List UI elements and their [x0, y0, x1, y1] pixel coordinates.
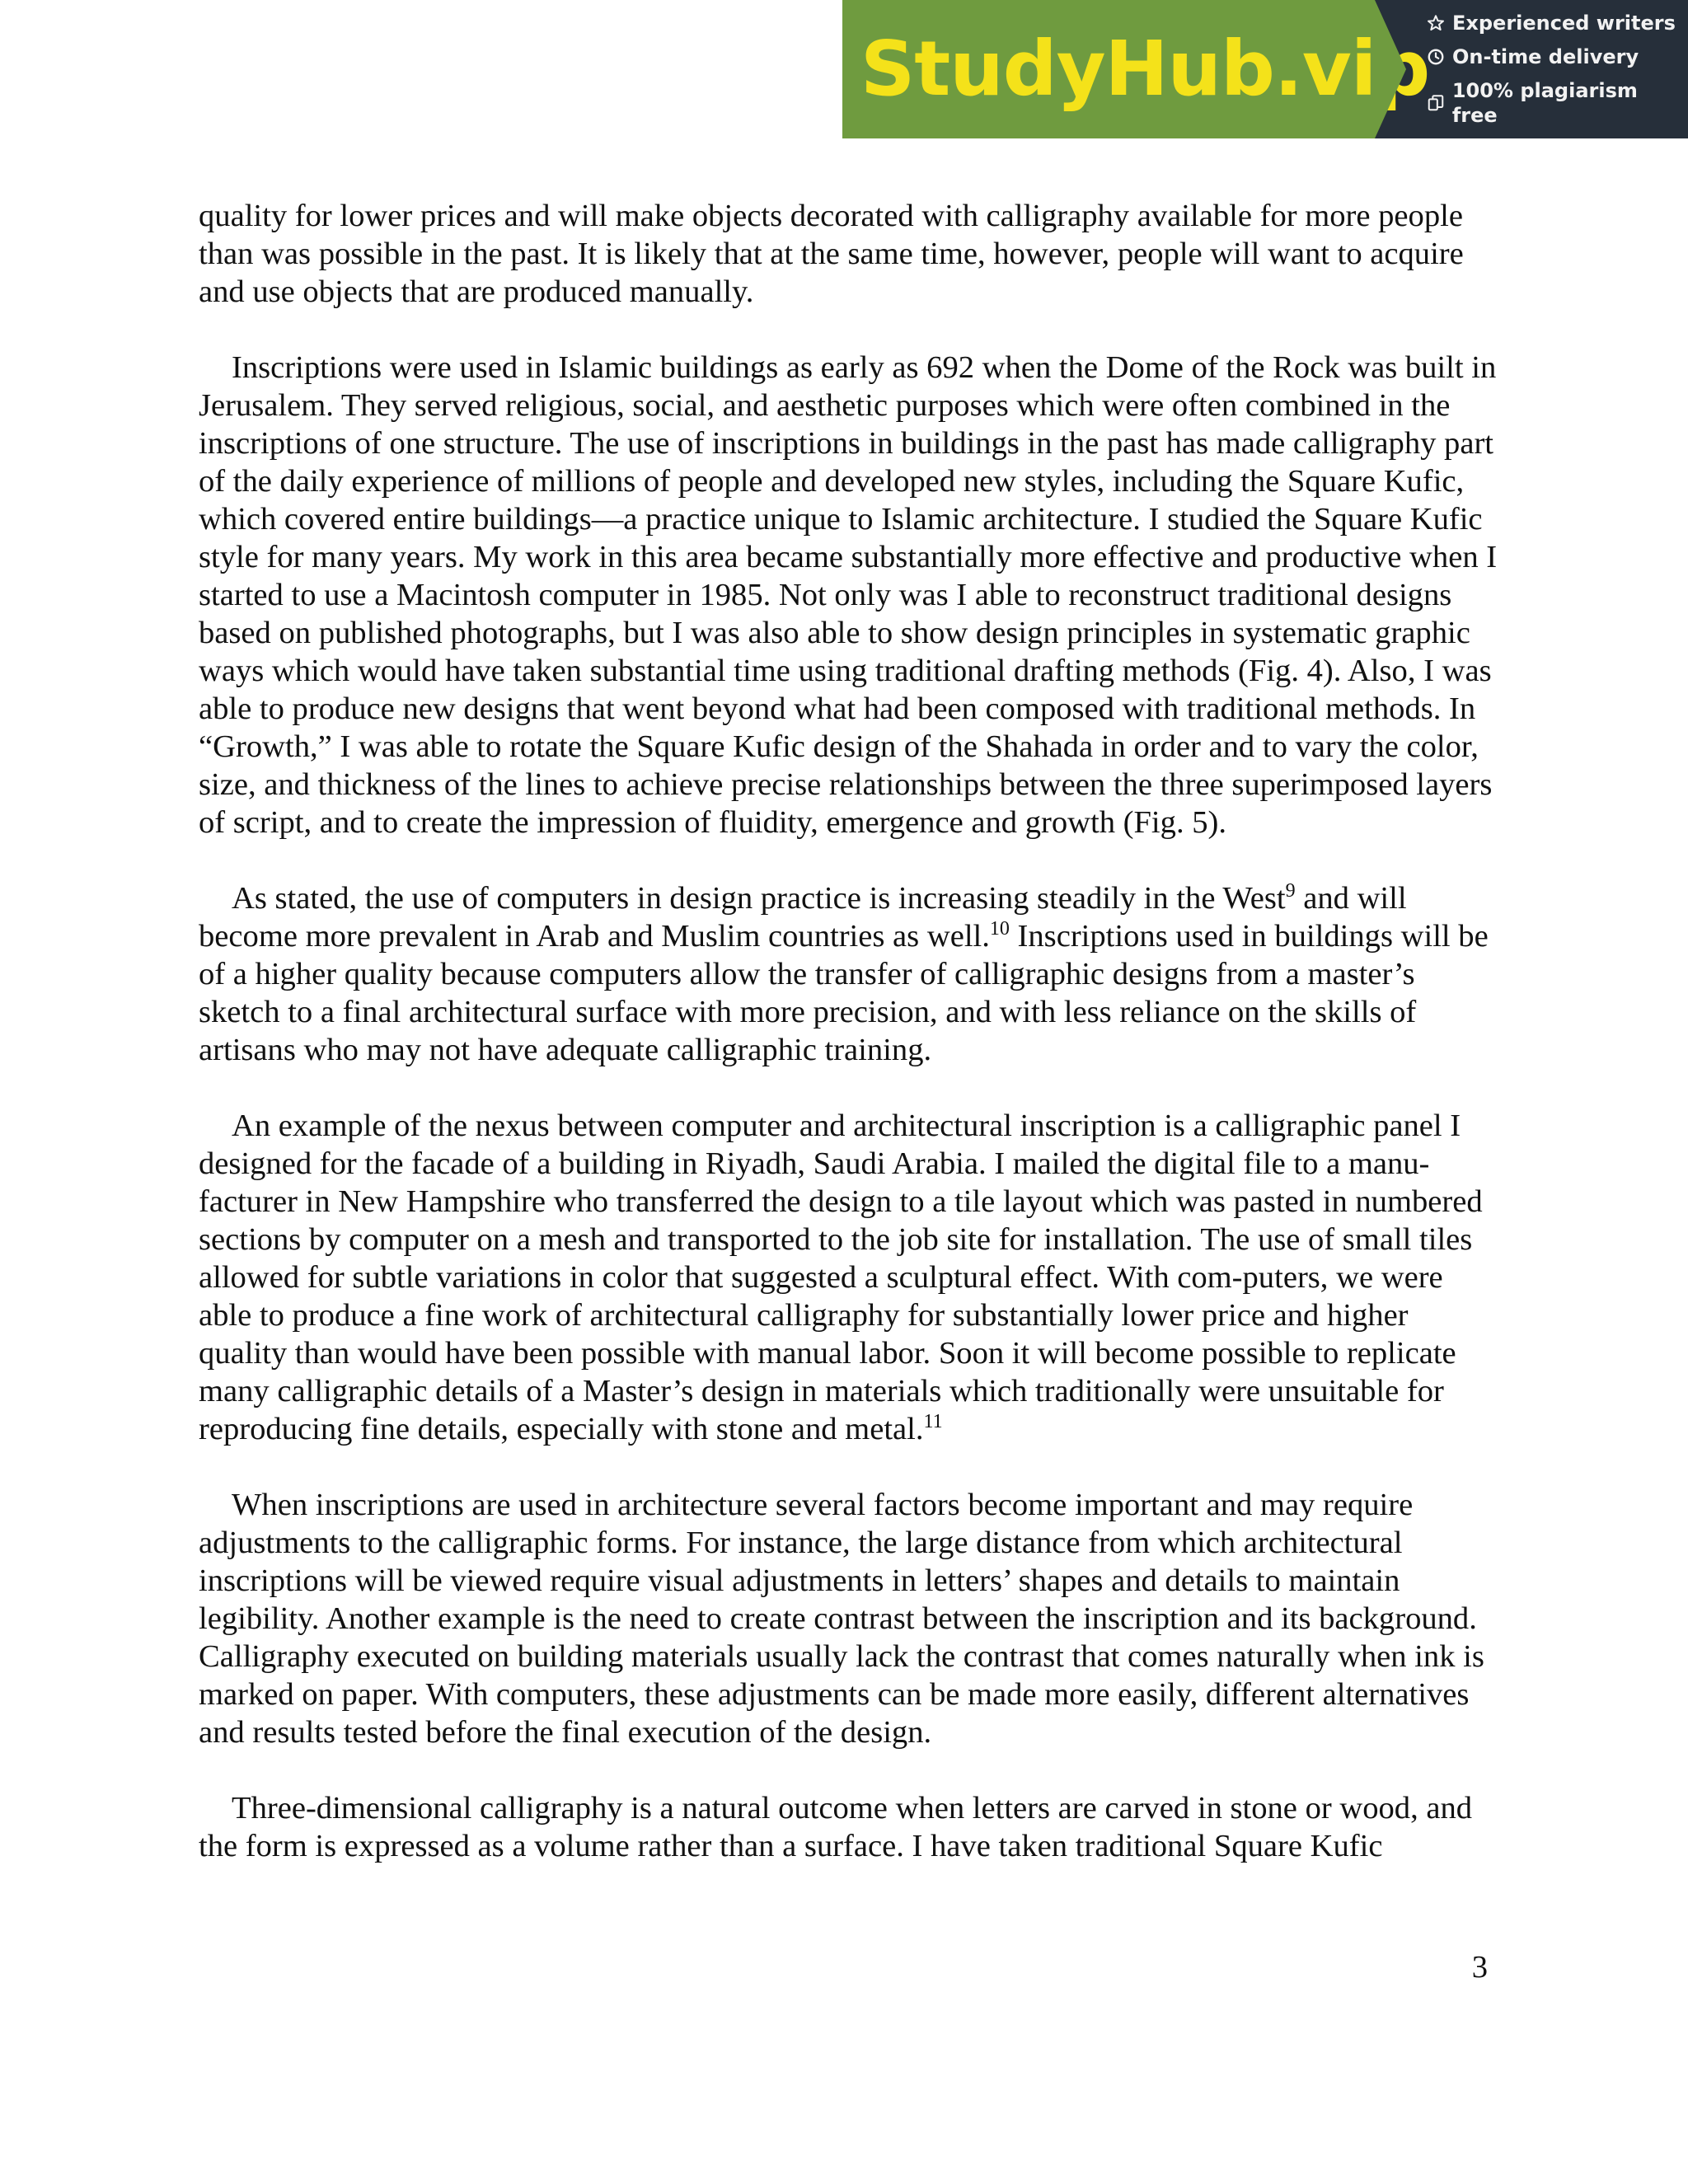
paragraph-text: An example of the nexus between computer and architectural inscription is a calligraphic panel I designed for the facade of a building in Riyadh, Saudi Arabia. I mailed the digital file to a manu-facturer in New Hampshire who transferred the design to a tile layout which was pasted in numbered sections by computer on a mesh and transported to the job site for installation. The use of small tiles allowed for subtle variations in color that suggested a sculptural effect. With com-puters, we were able to produce a fine work of architectural calligraphy for substantially lower price and higher quality than would have been possible with manual labor. Soon it will become possible to replicate many calligraphic details of a Master’s design in materials which traditionally were unsuitable for reproducing fine details, especially with stone and metal.	[199, 1108, 1483, 1446]
feature-label: 100% plagiarism free	[1451, 79, 1638, 127]
footnote-reference: 10	[989, 918, 1010, 940]
studyhub-banner[interactable]	[842, 0, 1688, 138]
feature-on-time-delivery	[1426, 45, 1688, 69]
page-number: 3	[1471, 1950, 1488, 1985]
paragraph: When inscriptions are used in architecture several factors become important and may require adjustments to the calligraphic forms. For instance, the large distance from which architectural inscriptions will be viewed require visual adjustments in letters’ shapes and details to maintain legibility. Another example is the need to create contrast between the inscription and its background. Calligraphy executed on building materials usually lack the contrast that comes naturally when ink is marked on paper. With computers, these adjustments can be made more easily, different alternatives and results tested before the final execution of the design.	[199, 1488, 1484, 1750]
footnote-reference: 9	[1285, 880, 1296, 902]
paragraph-text: and will become more prevalent in Arab and Muslim countries as well.	[199, 881, 1407, 954]
feature-label: Experienced writers	[1452, 12, 1676, 35]
feature-plagiarism-free	[1426, 78, 1688, 128]
paragraph	[199, 1107, 1501, 1448]
footnote-reference: 11	[923, 1411, 943, 1432]
paragraph-text: As stated, the use of computers in design practice is increasing steadily in the West	[232, 881, 1286, 916]
logo-text: StudyHub.vip	[860, 25, 1430, 113]
paragraph: quality for lower prices and will make objects decorated with calligraphy available for more people than was possible in the past. It is likely that at the same time, however, people will want to acquire and use objects that are produced manually.	[199, 199, 1464, 309]
paragraph: Three-dimensional calligraphy is a natural outcome when letters are carved in stone or wood, and the form is expressed as a volume rather than a surface. I have taken traditional Square Kufic	[199, 1791, 1473, 1863]
document-body	[199, 197, 1501, 1903]
feature-label: On-time delivery	[1452, 45, 1639, 68]
paragraph: Inscriptions were used in Islamic buildings as early as 692 when the Dome of the Rock was built in Jerusalem. They served religious, social, and aesthetic purposes which were often combined in the inscriptions of one structure. The use of inscriptions in buildings in the past has made calligraphy part of the daily experience of millions of people and developed new styles, including the Square Kufic, which covered entire buildings—a practice unique to Islamic architecture. I studied the Square Kufic style for many years. My work in this area became substantially more effective and productive when I started to use a Macintosh computer in 1985. Not only was I able to reconstruct traditional designs based on published photographs, but I was also able to show design principles in systematic graphic ways which would have taken substantial time using traditional drafting methods (Fig. 4). Also, I was able to produce new designs that went beyond what had been composed with traditional methods. In “Growth,” I was able to rotate the Square Kufic design of the Shahada in order and to vary the color, size, and thickness of the lines to achieve precise relationships between the three superimposed layers of script, and to create the impression of fluidity, emergence and growth (Fig. 5).	[199, 350, 1498, 840]
feature-experienced-writers	[1426, 11, 1688, 35]
paragraph	[199, 879, 1501, 1069]
paragraph-text: Inscriptions used in buildings will be of a higher quality because computers allow the transfer of calligraphic designs from a master’s sketch to a final architectural surface with more precision, and with less reliance on the skills of artisans who may not have adequate calligraphic training.	[199, 919, 1489, 1067]
studyhub-logo[interactable]	[842, 0, 1430, 138]
